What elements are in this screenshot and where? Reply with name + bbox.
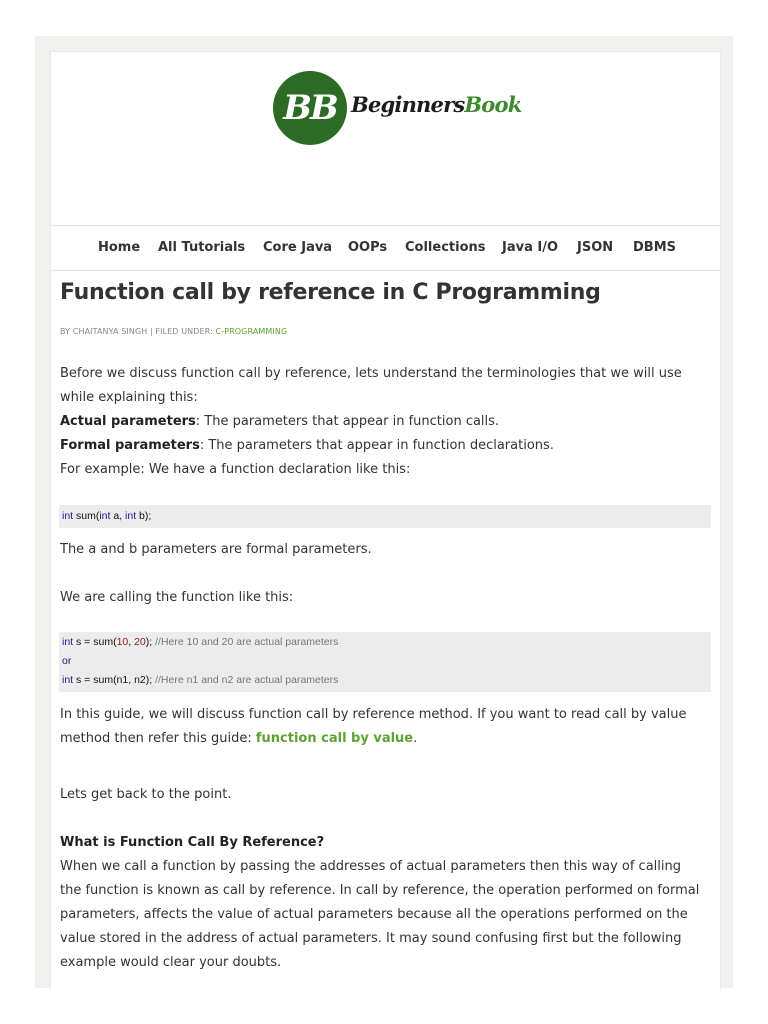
guide-paragraph [60, 703, 706, 751]
code-comment: //Here n1 and n2 are actual parameters [155, 674, 339, 686]
formal-params-paragraph: The a and b parameters are formal parameters. [60, 542, 372, 557]
site-logo[interactable] [273, 71, 522, 147]
code-number: 20 [134, 636, 146, 648]
formal-params-text: : The parameters that appear in function declarations. [199, 438, 554, 453]
code-keyword: int [62, 636, 74, 648]
main-nav [51, 225, 720, 271]
code-text: , [128, 636, 135, 648]
nav-home[interactable]: Home [98, 240, 141, 255]
guide-text: In this guide, we will discuss function call by reference method. If you want to read call by value method then refer this guide: [60, 707, 687, 746]
code-text: a, [110, 510, 126, 522]
section-text: When we call a function by passing the addresses of actual parameters then this way of calling the function is known as call by reference. In call by reference, the operation performed on formal parameters, affects the value of actual parameters because all the operations performed on the value stored in the address of actual parameters. It may sound confusing first but the following example would clear your doubts. [60, 859, 700, 970]
logo-wordmark [351, 92, 521, 117]
code-line [62, 671, 708, 690]
code-block-declaration [59, 505, 711, 528]
example-text: For example: We have a function declaration like this: [60, 462, 411, 477]
nav-all-tutorials[interactable]: All Tutorials [158, 240, 246, 255]
code-number: 10 [116, 636, 129, 648]
actual-params-label: Actual parameters [60, 414, 196, 429]
code-keyword: int [99, 510, 111, 522]
nav-java-io[interactable]: Java I/O [502, 240, 559, 255]
category-link[interactable]: C-PROGRAMMING [215, 327, 288, 336]
post-author: BY CHAITANYA SINGH | FILED UNDER: [60, 327, 216, 336]
nav-core-java[interactable]: Core Java [263, 240, 333, 255]
actual-params-text: : The parameters that appear in function calls. [195, 414, 500, 429]
nav-oops[interactable]: OOPs [348, 240, 388, 255]
code-text: b); [136, 510, 152, 522]
code-keyword: int [125, 510, 137, 522]
code-text: s = sum( [73, 636, 117, 648]
back-paragraph: Lets get back to the point. [60, 787, 232, 802]
code-keyword: int [62, 674, 74, 686]
code-keyword: int [62, 510, 74, 522]
formal-params-label: Formal parameters [60, 438, 200, 453]
section-paragraph [60, 831, 706, 975]
content-card [50, 51, 721, 989]
nav-collections[interactable]: Collections [405, 240, 486, 255]
section-heading: What is Function Call By Reference? [60, 835, 325, 850]
intro-paragraph [60, 362, 706, 482]
logo-word-book: Book [464, 92, 522, 117]
logo-badge-icon: BB [273, 71, 347, 145]
intro-text: Before we discuss function call by reference, lets understand the terminologies that we will use while explaining this: [60, 366, 682, 405]
code-comment: //Here 10 and 20 are actual parameters [155, 636, 339, 648]
code-line [62, 633, 708, 652]
page-title: Function call by reference in C Programming [60, 280, 601, 305]
code-text: ); [145, 636, 156, 648]
nav-json[interactable]: JSON [577, 240, 614, 255]
code-line [62, 652, 708, 671]
post-meta [60, 327, 287, 336]
code-text: sum( [73, 510, 100, 522]
nav-dbms[interactable]: DBMS [633, 240, 676, 255]
logo-word-beginners: Beginners [351, 92, 465, 117]
code-block-calls [59, 632, 711, 692]
guide-end: . [413, 731, 418, 746]
call-by-value-link[interactable]: function call by value [255, 731, 414, 746]
code-text: s = sum(n1, n2); [73, 674, 156, 686]
calling-paragraph: We are calling the function like this: [60, 590, 294, 605]
code-keyword: or [62, 655, 72, 667]
